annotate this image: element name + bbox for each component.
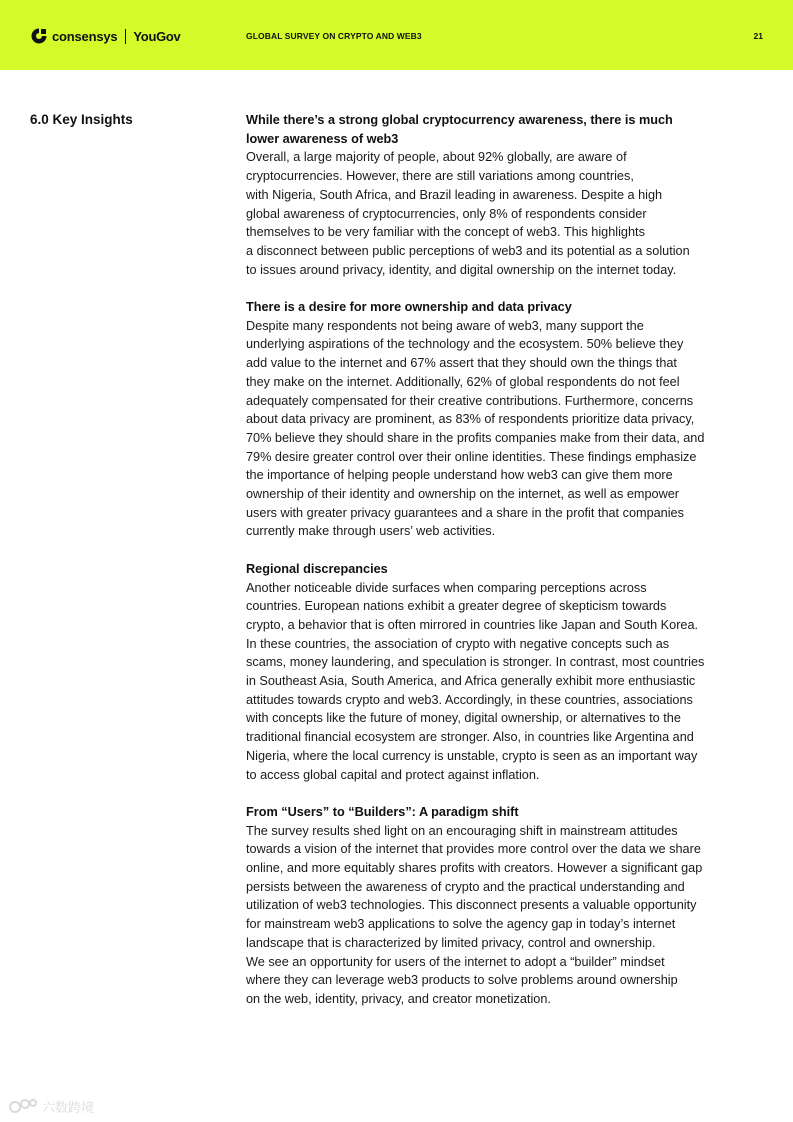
section-heading: 6.0 Key Insights xyxy=(30,112,133,127)
heading-line: Regional discrepancies xyxy=(246,561,388,576)
insight-paragraph xyxy=(246,148,766,279)
paragraph-line: to issues around privacy, identity, and digital ownership on the internet today. xyxy=(246,262,677,277)
paragraph-line: Despite many respondents not being aware of web3, many support the xyxy=(246,318,644,333)
insight-paragraph xyxy=(246,317,766,541)
paragraph-line: cryptocurrencies. However, there are still variations among countries, xyxy=(246,169,634,184)
insight-heading xyxy=(246,298,766,317)
paragraph-line: scams, money laundering, and speculation is stronger. In contrast, most countries xyxy=(246,655,705,670)
paragraph-line: in Southeast Asia, South America, and Africa generally exhibit more enthusiastic xyxy=(246,674,696,689)
watermark-text: 六数跨境 xyxy=(42,1100,95,1116)
paragraph-line: persists between the awareness of crypto and the practical understanding and xyxy=(246,879,685,894)
paragraph-line: for mainstream web3 applications to solve the agency gap in today’s internet xyxy=(246,917,676,932)
paragraph-line: 70% believe they should share in the profits companies make from their data, and xyxy=(246,430,705,445)
paragraph-line: to access global capital and protect against inflation. xyxy=(246,767,540,782)
heading-line: From “Users” to “Builders”: A paradigm shift xyxy=(246,804,519,819)
paragraph-line: currently make through users’ web activities. xyxy=(246,524,496,539)
paragraph-line: online, and more equitably shares profits with creators. However a significant gap xyxy=(246,861,703,876)
heading-line: There is a desire for more ownership and data privacy xyxy=(246,300,572,315)
insight-heading xyxy=(246,803,766,822)
paragraph-line: Another noticeable divide surfaces when comparing perceptions across xyxy=(246,580,647,595)
paragraph-line: Nigeria, where the local currency is unstable, crypto is seen as an important way xyxy=(246,748,698,763)
insights-content xyxy=(246,111,766,1027)
yougov-logo-text: YouGov xyxy=(133,28,181,44)
paragraph-line: add value to the internet and 67% assert that they should own the things that xyxy=(246,356,677,371)
watermark-logo-icon xyxy=(8,1097,38,1115)
paragraph-line: global awareness of cryptocurrencies, only 8% of respondents consider xyxy=(246,206,647,221)
consensys-logo-icon xyxy=(30,27,48,45)
paragraph-line: with concepts like the future of money, digital ownership, or alternatives to the xyxy=(246,711,681,726)
paragraph-line: about data privacy are prominent, as 83% of respondents prioritize data privacy, xyxy=(246,412,695,427)
paragraph-line: a disconnect between public perceptions of web3 and its potential as a solution xyxy=(246,243,690,258)
paragraph-line: towards a vision of the internet that provides more control over the data we share xyxy=(246,842,701,857)
paragraph-line: ownership of their identity and ownership on the internet, as well as empower xyxy=(246,487,680,502)
paragraph-line: utilization of web3 technologies. This disconnect presents a valuable opportunity xyxy=(246,898,697,913)
logo-divider xyxy=(125,29,126,44)
insight-block xyxy=(246,803,766,1009)
paragraph-line: landscape that is characterized by limited privacy, control and ownership. xyxy=(246,935,656,950)
paragraph-line: In these countries, the association of crypto with negative concepts such as xyxy=(246,636,670,651)
page-header xyxy=(0,0,793,70)
paragraph-line: We see an opportunity for users of the internet to adopt a “builder” mindset xyxy=(246,954,665,969)
paragraph-line: underlying aspirations of the technology and the ecosystem. 50% believe they xyxy=(246,337,684,352)
insight-block xyxy=(246,298,766,541)
insight-heading xyxy=(246,111,766,148)
insight-block xyxy=(246,560,766,784)
paragraph-line: on the web, identity, privacy, and creator monetization. xyxy=(246,992,551,1006)
insight-heading xyxy=(246,560,766,579)
paragraph-line: where they can leverage web3 products to solve problems around ownership xyxy=(246,973,678,988)
heading-line: lower awareness of web3 xyxy=(246,131,399,146)
insight-block xyxy=(246,111,766,279)
paragraph-line: The survey results shed light on an encouraging shift in mainstream attitudes xyxy=(246,823,678,838)
paragraph-line: 79% desire greater control over their online identities. These findings emphasize xyxy=(246,449,697,464)
paragraph-line: traditional financial ecosystem are stronger. Also, in countries like Argentina and xyxy=(246,730,694,745)
paragraph-line: adequately compensated for their creative contributions. Furthermore, concerns xyxy=(246,393,694,408)
watermark xyxy=(8,1096,94,1116)
paragraph-line: they make on the internet. Additionally, 62% of global respondents do not feel xyxy=(246,374,680,389)
insight-paragraph xyxy=(246,822,766,1009)
paragraph-line: attitudes towards crypto and web3. Accordingly, in these countries, associations xyxy=(246,692,693,707)
paragraph-line: crypto, a behavior that is often mirrored in countries like Japan and South Korea. xyxy=(246,617,699,632)
insight-paragraph xyxy=(246,579,766,785)
paragraph-line: with Nigeria, South Africa, and Brazil leading in awareness. Despite a high xyxy=(246,187,663,202)
consensys-logo-text: consensys xyxy=(52,28,118,44)
page-number: 21 xyxy=(753,31,763,41)
paragraph-line: Overall, a large majority of people, about 92% globally, are aware of xyxy=(246,150,627,165)
heading-line: While there’s a strong global cryptocurrency awareness, there is much xyxy=(246,113,673,127)
paragraph-line: themselves to be very familiar with the concept of web3. This highlights xyxy=(246,225,645,240)
document-title: GLOBAL SURVEY ON CRYPTO AND WEB3 xyxy=(246,31,422,41)
brand-logos xyxy=(30,27,180,45)
paragraph-line: countries. European nations exhibit a greater degree of skepticism towards xyxy=(246,599,667,614)
paragraph-line: the importance of helping people understand how web3 can give them more xyxy=(246,468,673,483)
paragraph-line: users with greater privacy guarantees and a share in the profit that companies xyxy=(246,505,684,520)
